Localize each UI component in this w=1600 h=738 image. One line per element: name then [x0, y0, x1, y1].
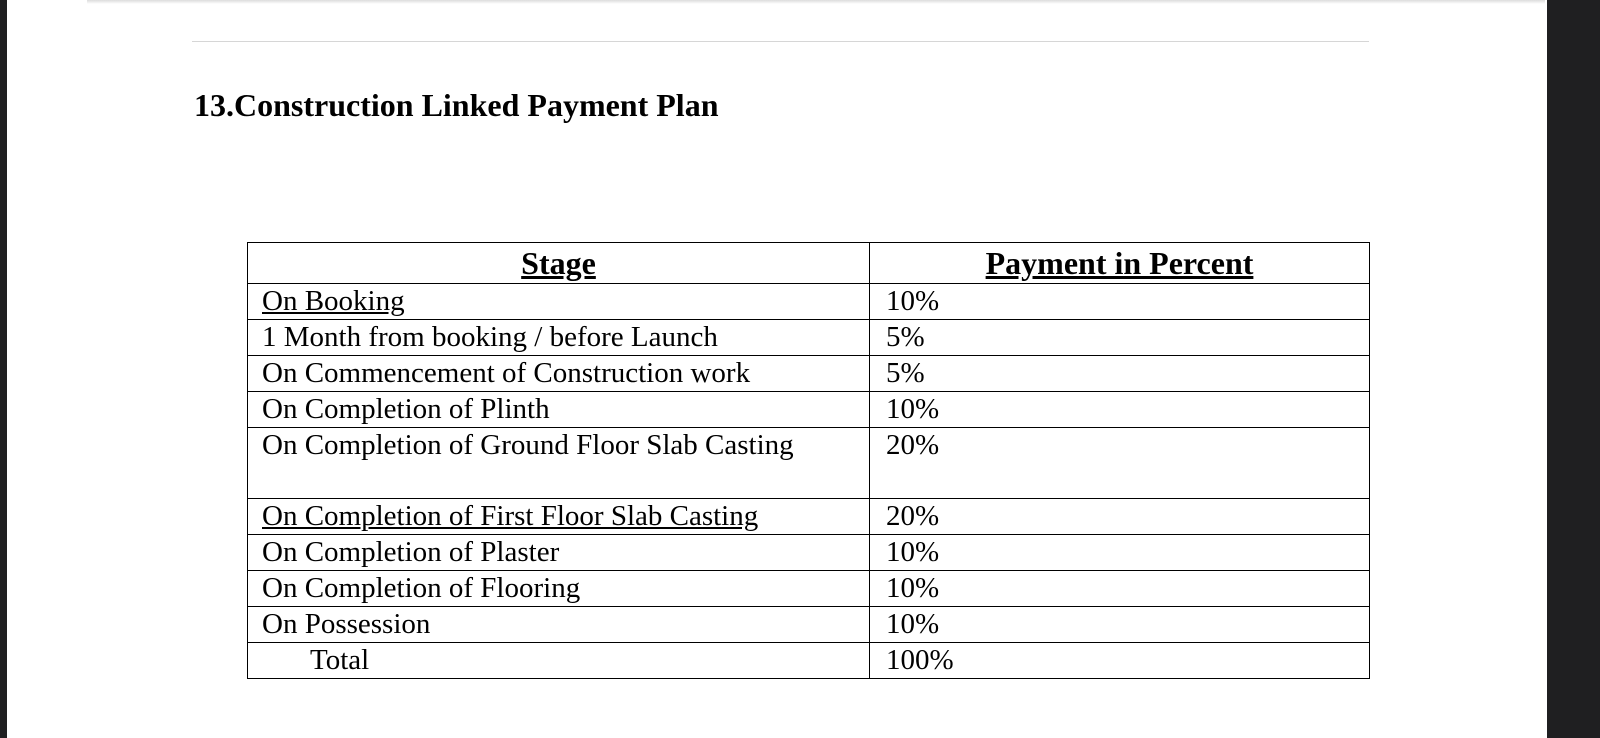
percent-cell: 5%	[870, 356, 1370, 392]
table-row	[248, 356, 1370, 392]
previous-page-edge	[87, 0, 1545, 4]
document-page	[7, 0, 1547, 738]
stage-cell	[248, 284, 870, 320]
table-row	[248, 428, 1370, 499]
percent-cell: 20%	[870, 428, 1370, 499]
table-row	[248, 284, 1370, 320]
stage-label: On Booking	[262, 285, 405, 317]
table-total-row	[248, 643, 1370, 679]
table-row	[248, 320, 1370, 356]
stage-column-header	[248, 243, 870, 284]
stage-cell: On Completion of Flooring	[248, 571, 870, 607]
stage-cell: On Possession	[248, 607, 870, 643]
table-row	[248, 535, 1370, 571]
total-percent-cell: 100%	[870, 643, 1370, 679]
percent-cell: 10%	[870, 535, 1370, 571]
stage-cell: On Completion of Ground Floor Slab Casting	[248, 428, 870, 499]
payment-column-header	[870, 243, 1370, 284]
horizontal-rule	[192, 41, 1369, 42]
payment-plan-table	[247, 242, 1370, 679]
stage-cell: On Completion of Plaster	[248, 535, 870, 571]
total-label-cell: Total	[248, 643, 870, 679]
payment-header-label: Payment in Percent	[985, 245, 1254, 281]
percent-cell: 10%	[870, 392, 1370, 428]
percent-cell: 5%	[870, 320, 1370, 356]
viewer-left-edge	[0, 0, 7, 738]
percent-cell: 10%	[870, 607, 1370, 643]
stage-header-label: Stage	[521, 245, 596, 281]
table-header-row	[248, 243, 1370, 284]
stage-cell: 1 Month from booking / before Launch	[248, 320, 870, 356]
stage-cell: On Completion of Plinth	[248, 392, 870, 428]
table-row	[248, 607, 1370, 643]
table-row	[248, 392, 1370, 428]
percent-cell: 20%	[870, 499, 1370, 535]
viewer-right-edge	[1547, 0, 1600, 738]
section-heading: 13.Construction Linked Payment Plan	[194, 87, 719, 123]
table-row	[248, 499, 1370, 535]
table-row	[248, 571, 1370, 607]
percent-cell: 10%	[870, 284, 1370, 320]
stage-cell: On Commencement of Construction work	[248, 356, 870, 392]
stage-label: On Completion of First Floor Slab Casting	[262, 500, 759, 532]
stage-cell	[248, 499, 870, 535]
percent-cell: 10%	[870, 571, 1370, 607]
